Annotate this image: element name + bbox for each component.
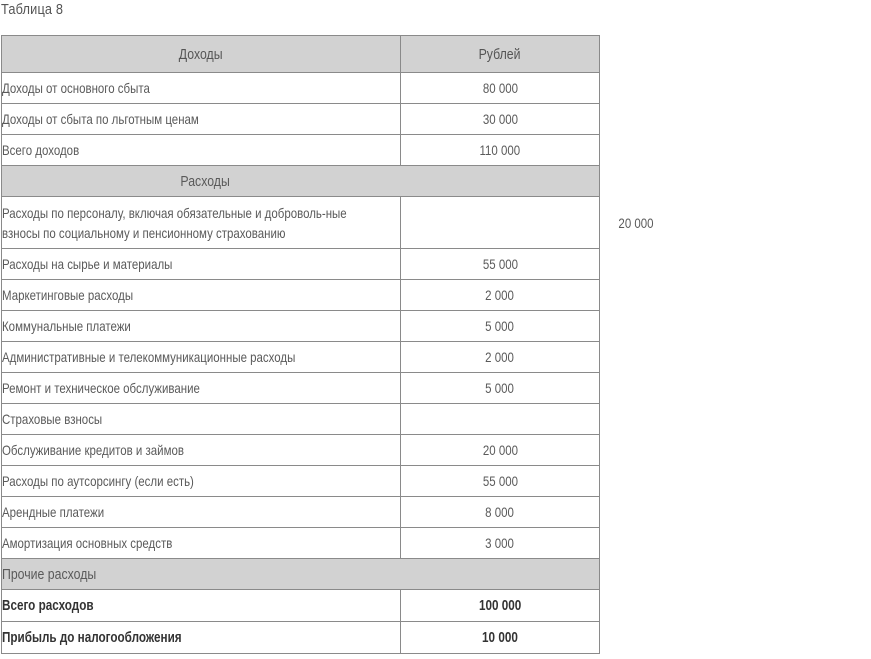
row-label: Расходы на сырье и материалы: [2, 249, 401, 280]
income-expense-table: [1, 35, 654, 654]
row-value: 8 000: [401, 497, 600, 528]
table-row: [2, 73, 600, 104]
row-value: 5 000: [401, 311, 600, 342]
table-row: [2, 342, 600, 373]
row-label: Расходы по персоналу, включая обязательные и доброволь-ные взносы по социальному и пенсионному страхованию: [2, 197, 401, 249]
row-value: 2 000: [401, 342, 600, 373]
table-row: [2, 466, 600, 497]
table-row: [2, 280, 600, 311]
row-value: 80 000: [401, 73, 600, 104]
row-label: Арендные платежи: [2, 497, 401, 528]
row-value: 3 000: [401, 528, 600, 559]
table-row: [2, 311, 600, 342]
row-label: Маркетинговые расходы: [2, 280, 401, 311]
table-row: [2, 528, 600, 559]
row-value: 55 000: [401, 466, 600, 497]
table-row: [2, 197, 600, 249]
row-value: 5 000: [401, 373, 600, 404]
table-row: [2, 373, 600, 404]
row-label: Административные и телекоммуникационные расходы: [2, 342, 401, 373]
table-row: [2, 104, 600, 135]
row-value: 10 000: [401, 622, 600, 654]
row-label: Коммунальные платежи: [2, 311, 401, 342]
row-value: 100 000: [401, 590, 600, 622]
section-label: Прочие расходы: [2, 559, 600, 590]
header-income: Доходы: [2, 36, 401, 73]
row-value: 110 000: [401, 135, 600, 166]
section-row-expenses: [2, 166, 600, 197]
row-label: Страховые взносы: [2, 404, 401, 435]
header-rubles: Рублей: [401, 36, 600, 73]
row-value: 2 000: [401, 280, 600, 311]
row-value: 30 000: [401, 104, 600, 135]
row-label: Амортизация основных средств: [2, 528, 401, 559]
row-label: Доходы от основного сбыта: [2, 73, 401, 104]
row-value: 20 000: [401, 197, 600, 249]
section-label: Расходы: [2, 166, 600, 197]
table-row: [2, 249, 600, 280]
total-row-expenses: [2, 590, 600, 622]
row-value: 55 000: [401, 249, 600, 280]
section-row-other-expenses: [2, 559, 600, 590]
row-value: [401, 404, 600, 435]
table-row: [2, 497, 600, 528]
table-row: [2, 435, 600, 466]
row-label: Всего расходов: [2, 590, 401, 622]
row-label: Обслуживание кредитов и займов: [2, 435, 401, 466]
row-label: Расходы по аутсорсингу (если есть): [2, 466, 401, 497]
row-label: Прибыль до налогообложения: [2, 622, 401, 654]
row-label: Всего доходов: [2, 135, 401, 166]
row-label: Доходы от сбыта по льготным ценам: [2, 104, 401, 135]
row-value: 20 000: [401, 435, 600, 466]
row-label: Ремонт и техническое обслуживание: [2, 373, 401, 404]
table-caption: Таблица 8: [1, 1, 64, 18]
table-row: [2, 404, 600, 435]
table-header-row: [2, 36, 600, 73]
total-row-profit: [2, 622, 600, 654]
table-row: [2, 135, 600, 166]
